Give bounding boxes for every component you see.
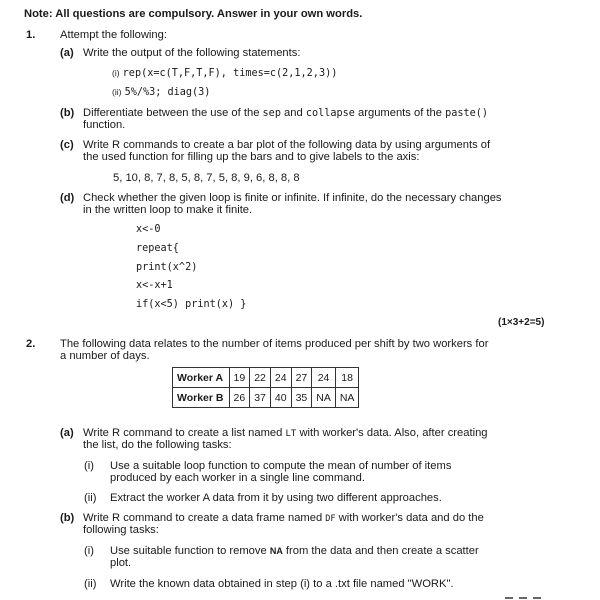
table-cell: 35 [291,388,312,408]
table-cell: 19 [229,368,250,388]
q2a-label: (a) [60,427,74,439]
q2b-i-line2: plot. [110,557,132,569]
table-cell: 18 [335,368,359,388]
q2a-line2: the list, do the following tasks: [83,439,232,451]
q2b-text-part: Write R command to create a data frame named [83,512,326,524]
table-cell: 22 [250,368,271,388]
q1a-label: (a) [60,47,74,59]
q1d-label: (d) [60,192,75,204]
code-paste: paste() [445,108,489,119]
cut-off-marks [505,595,565,600]
code-line: x<-x+1 [136,280,173,291]
q2b-text-part: with worker's data and do the [335,512,484,524]
q2a-text-part: with worker's data. Also, after creating [296,427,488,439]
q2b-ii-text: Write the known data obtained in step (i) to a .txt file named "WORK". [110,578,454,590]
q1b-text [83,107,488,119]
q1a-ii-label: (ii) [112,87,122,97]
table-cell: 27 [291,368,312,388]
code-line: x<-0 [136,224,161,235]
question-1-number: 1. [26,29,36,41]
q1a-ii-code: 5%/%3; diag(3) [124,87,211,98]
code-lt: LT [285,429,297,439]
table-cell: 37 [250,388,271,408]
code-df: DF [325,514,336,524]
table-cell: NA [335,388,359,408]
q2b-ii-label: (ii) [84,578,97,590]
code-line: if(x<5) print(x) } [136,299,247,310]
exam-note: Note: All questions are compulsory. Answer in your own words. [24,8,363,20]
table-cell: NA [312,388,336,408]
q2a-ii-text: Extract the worker A data from it by using two different approaches. [110,492,442,504]
code-line: print(x^2) [136,262,198,273]
q2-line2: a number of days. [60,350,150,362]
table-row [173,368,359,388]
row-header: Worker B [173,388,230,408]
q2a-text-part: Write R command to create a list named [83,427,286,439]
q2b-i-label: (i) [84,545,94,557]
question-2-number: 2. [26,338,36,350]
q1c-label: (c) [60,139,74,151]
q1c-line1: Write R commands to create a bar plot of the following data by using arguments of [83,139,491,151]
question-1-title: Attempt the following: [60,29,167,41]
q1d-line1: Check whether the given loop is finite or infinite. If infinite, do the necessary changes [83,192,502,204]
q2a-ii-label: (ii) [84,492,97,504]
table-cell: 40 [270,388,291,408]
table-cell: 24 [312,368,336,388]
q1b-text-part: arguments of the [354,107,446,119]
q2b-i-line1 [110,545,479,557]
code-sep: sep [262,108,281,119]
q1c-data: 5, 10, 8, 7, 8, 5, 8, 7, 5, 8, 9, 6, 8, 8, 8 [113,172,300,184]
q1b-label: (b) [60,107,75,119]
q2a-i-line2: produced by each worker in a single line command. [110,472,365,484]
q2b-line2: following tasks: [83,524,159,536]
q1a-i-code: rep(x=c(T,F,T,F), times=c(2,1,2,3)) [122,68,338,79]
q1c-line2: the used function for filling up the bars and to give labels to the axis: [83,151,420,163]
table-row [173,388,359,408]
q2a-i-label: (i) [84,460,94,472]
q2a-i-line1: Use a suitable loop function to compute the mean of number of items [110,460,452,472]
table-cell: 26 [229,388,250,408]
q1b-text-part: Differentiate between the use of the [83,107,263,119]
q1d-line2: in the written loop to make it finite. [83,204,253,216]
q1b-text-part: and [280,107,306,119]
q2b-i-text-part: Use suitable function to remove [110,545,270,557]
code-collapse: collapse [305,108,355,119]
row-header: Worker A [173,368,230,388]
code-line: repeat{ [136,243,179,254]
na-keyword: NA [269,546,283,556]
q2b-line1 [83,512,484,524]
worker-data-table [172,367,359,408]
q2b-i-text-part: from the data and then create a scatter [282,545,479,557]
q2b-label: (b) [60,512,75,524]
q2a-line1 [83,427,488,439]
table-cell: 24 [270,368,291,388]
q1a-ii [112,86,210,98]
q1a-text: Write the output of the following statements: [83,47,301,59]
q1b-text-line2: function. [83,119,126,131]
q2-line1: The following data relates to the number of items produced per shift by two workers for [60,338,489,350]
q1-marks: (1×3+2=5) [498,317,545,328]
q1a-i [112,67,337,79]
q1a-i-label: (i) [112,68,120,78]
